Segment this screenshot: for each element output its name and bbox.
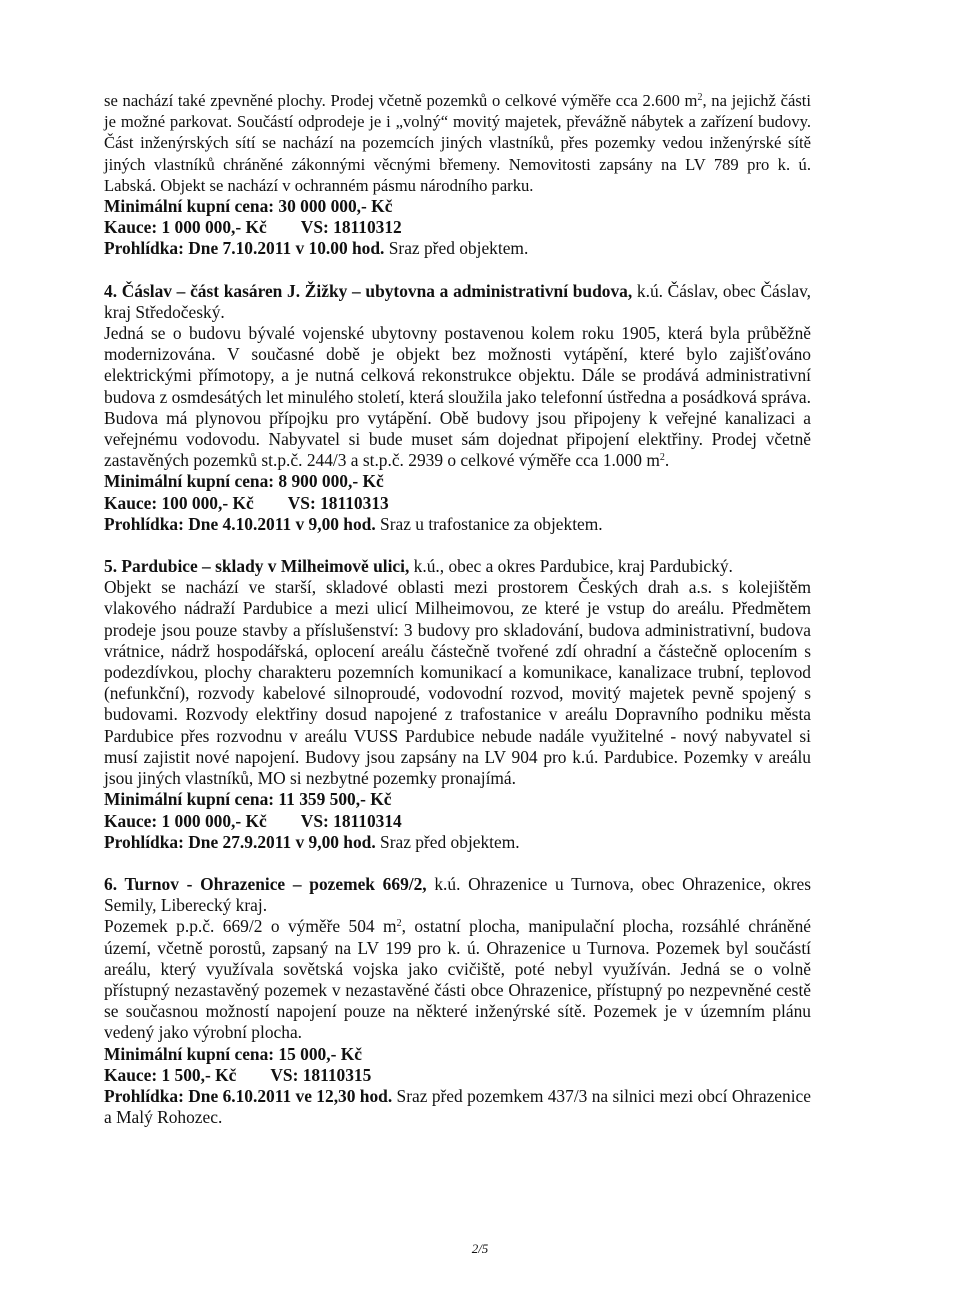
superscript: 2 <box>396 918 402 930</box>
viewing-note: Sraz před objektem. <box>384 238 529 259</box>
viewing-date: Prohlídka: Dne 6.10.2011 ve 12,30 hod. <box>104 1085 393 1106</box>
intro-paragraph <box>104 90 811 196</box>
min-price: Minimální kupní cena: 15 000,- Kč <box>104 1043 362 1064</box>
item4-heading <box>104 281 811 323</box>
item5-heading <box>104 556 811 577</box>
variable-symbol: VS: 18110315 <box>270 1064 372 1085</box>
variable-symbol: VS: 18110313 <box>287 492 389 513</box>
superscript: 2 <box>659 452 665 464</box>
intro-deposit-line <box>104 217 811 238</box>
min-price: Minimální kupní cena: 30 000 000,- Kč <box>104 196 393 217</box>
item6-deposit-line <box>104 1065 811 1086</box>
viewing-note: Sraz před pozemkem 437/3 na silnici mezi obcí Ohrazenice a Malý Rohozec. <box>104 1085 811 1128</box>
item5-paragraph: Objekt se nachází ve starší, skladové oblasti mezi prostorem Českých drah a.s. s kolejištěm vlakového nádraží Pardubice a mezi ulicí Milheimovou, ze které je vstup do areálu. Předmětem prodeje jsou pouze stavby a příslušenství: 3 budovy pro skladování, budova administrativní, budova vrátnice, nádrž hospodářská, oplocení areálu částečně tvořené zdí ohradní a částečně oplocením s podezdívkou, plochy charakteru pozemních komunikací a komunikace, kanalizace trubní, teplovod (nefunkční), rozvody kabelové silnoproudé, vodovodní rozvod, movitý majetek pevně spojený s budovami. Rozvody elektřiny dosud napojené z trafostanice v areálu Dopravního podniku města Pardubice přes rozvodnu v areálu VUSS Pardubice nebude nadále využitelné - nový nabyvatel si musí zajistit nové napojení. Budovy jsou zapsány na LV 904 pro k.ú. Pardubice. Pozemky v areálu jsou jiných vlastníků, MO si nezbytné pozemky pronajímá. <box>104 577 811 789</box>
page-content <box>104 90 811 1128</box>
item4-text-end: . <box>664 450 670 471</box>
deposit: Kauce: 1 000 000,- Kč <box>104 810 267 831</box>
viewing-date: Prohlídka: Dne 27.9.2011 v 9,00 hod. <box>104 831 376 852</box>
item6-price <box>104 1044 811 1065</box>
page-number: 2/5 <box>471 1241 489 1256</box>
item4-price <box>104 471 811 492</box>
item5-viewing <box>104 832 811 853</box>
item4-paragraph <box>104 323 811 471</box>
item6-text: Pozemek p.p.č. 669/2 o výměře 504 m <box>104 916 397 937</box>
viewing-date: Prohlídka: Dne 4.10.2011 v 9,00 hod. <box>104 513 376 534</box>
item6-title: 6. Turnov - Ohrazenice – pozemek 669/2, <box>104 873 427 894</box>
item4-text: Jedná se o budovu bývalé vojenské ubytovny postavenou kolem roku 1905, která byla průběžně modernizována. V současné době je objekt bez možnosti vytápění, které bylo zajišťováno elektrickými přímotopy, a je nutná celková rekonstrukce objektu. Dále se prodává administrativní budova z osmdesátých let minulého století, která sloužila jako telefonní ústředna a posádková správa. Budova má plynovou přípojku pro vytápění. Obě budovy jsou připojeny k veřejné kanalizaci a veřejnému vodovodu. Nabyvatel si bude muset sám dojednat připojení elektřiny. Prodej včetně zastavěných pozemků st.p.č. 244/3 a st.p.č. 2939 o celkové výměře cca 1.000 m <box>104 323 811 471</box>
deposit: Kauce: 100 000,- Kč <box>104 492 254 513</box>
item4-deposit-line <box>104 493 811 514</box>
deposit: Kauce: 1 500,- Kč <box>104 1064 237 1085</box>
intro-price <box>104 196 811 217</box>
item5-location: k.ú., obec a okres Pardubice, kraj Pardubický. <box>409 556 733 577</box>
item6-location: k.ú. Ohrazenice u Turnova, obec Ohrazenice, okres Semily, Liberecký kraj. <box>104 873 811 916</box>
min-price: Minimální kupní cena: 8 900 000,- Kč <box>104 471 384 492</box>
superscript: 2 <box>697 92 703 103</box>
item6-text-rest: , ostatní plocha, manipulační plocha, rozsáhlé chráněné území, včetně porostů, zapsaný na LV 199 pro k. ú. Ohrazenice u Turnova. Pozemek byl součástí areálu, který využívala sovětská vojska jako cvičiště, poté nebyl využíván. Jedná se o volně přístupný nezastavěný pozemek v nezastavěné části obce Ohrazenice, přístupný po nezpevněné cestě se současnou možností napojení pouze na některé inženýrské sítě. Pozemek je v územním plánu vedený jako výrobní plocha. <box>104 916 811 1043</box>
item6-paragraph <box>104 916 811 1043</box>
viewing-date: Prohlídka: Dne 7.10.2011 v 10.00 hod. <box>104 238 385 259</box>
item6-heading <box>104 874 811 916</box>
viewing-note: Sraz u trafostanice za objektem. <box>375 513 603 534</box>
item4-title: 4. Čáslav – část kasáren J. Žižky – ubytovna a administrativní budova, <box>104 280 633 301</box>
variable-symbol: VS: 18110312 <box>300 217 402 238</box>
item6-viewing <box>104 1086 811 1128</box>
variable-symbol: VS: 18110314 <box>300 810 402 831</box>
item5-title: 5. Pardubice – sklady v Milheimově ulici, <box>104 556 410 577</box>
min-price: Minimální kupní cena: 11 359 500,- Kč <box>104 789 392 810</box>
item4-location: k.ú. Čáslav, obec Čáslav, kraj Středočeský. <box>104 280 811 322</box>
item5-deposit-line <box>104 811 811 832</box>
intro-text: se nachází také zpevněné plochy. Prodej včetně pozemků o celkové výměře cca 2.600 m <box>104 91 698 110</box>
intro-viewing <box>104 238 811 259</box>
intro-text-rest: , na jejichž části je možné parkovat. Součástí odprodeje je i „volný“ movitý majetek, převážně nábytek a zařízení budovy. Část inženýrských sítí se nachází na pozemcích jiných vlastníků, přes pozemky vedou inženýrské sítě jiných vlastníků chráněné zákonnými věcnými břemeny. Nemovitosti zapsány na LV 789 pro k. ú. Labská. Objekt se nachází v ochranném pásmu národního parku. <box>104 91 811 195</box>
deposit: Kauce: 1 000 000,- Kč <box>104 217 267 238</box>
item5-price <box>104 789 811 810</box>
item4-viewing <box>104 514 811 535</box>
viewing-note: Sraz před objektem. <box>375 831 520 852</box>
